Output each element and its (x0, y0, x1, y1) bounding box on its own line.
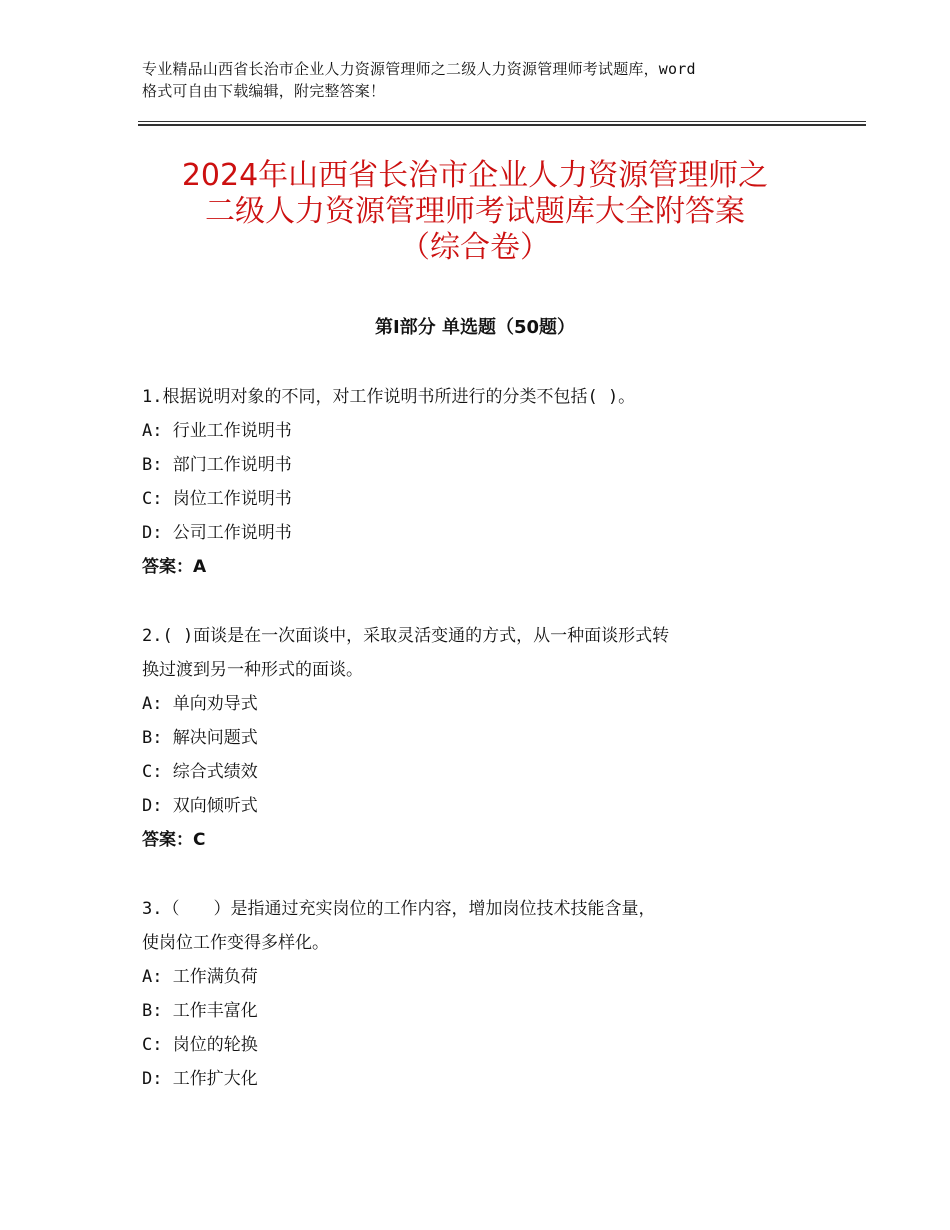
option-d: D: 工作扩大化 (142, 1069, 258, 1089)
option-d: D: 双向倾听式 (142, 796, 258, 816)
title-line: 二级人力资源管理师考试题库大全附答案 (205, 194, 745, 229)
option-c: C: 岗位工作说明书 (142, 489, 292, 509)
question-stem: 2.( )面谈是在一次面谈中，采取灵活变通的方式，从一种面谈形式转 (142, 626, 670, 646)
header-note-line: 格式可自由下载编辑，附完整答案！ (142, 82, 386, 100)
option-b: B: 工作丰富化 (142, 1001, 258, 1021)
header-divider-thick (138, 124, 866, 126)
question-stem: 1.根据说明对象的不同，对工作说明书所进行的分类不包括( )。 (142, 387, 636, 407)
header-note-line: 专业精品山西省长治市企业人力资源管理师之二级人力资源管理师考试题库，word (142, 60, 696, 78)
option-a: A: 行业工作说明书 (142, 421, 292, 441)
header-note (142, 58, 832, 102)
header-divider (138, 121, 866, 122)
section-heading: 第Ⅰ部分 单选题（50题） (374, 317, 575, 338)
option-d: D: 公司工作说明书 (142, 523, 292, 543)
option-b: B: 解决问题式 (142, 728, 258, 748)
question-stem-cont: 换过渡到另一种形式的面谈。 (142, 660, 363, 680)
option-a: A: 单向劝导式 (142, 694, 258, 714)
option-c: C: 综合式绩效 (142, 762, 258, 782)
answer-label: 答案：C (142, 830, 206, 850)
question-stem: 3.（ ）是指通过充实岗位的工作内容，增加岗位技术技能含量， (142, 899, 656, 919)
option-b: B: 部门工作说明书 (142, 455, 292, 475)
question-2 (142, 619, 842, 857)
answer-label: 答案：A (142, 557, 207, 577)
question-1 (142, 380, 842, 584)
option-c: C: 岗位的轮换 (142, 1035, 258, 1055)
question-stem-cont: 使岗位工作变得多样化。 (142, 933, 329, 953)
document-title (100, 158, 850, 266)
title-line: （综合卷） (400, 230, 550, 265)
option-a: A: 工作满负荷 (142, 967, 258, 987)
title-line: 2024年山西省长治市企业人力资源管理师之 (181, 158, 769, 193)
question-3 (142, 892, 842, 1096)
